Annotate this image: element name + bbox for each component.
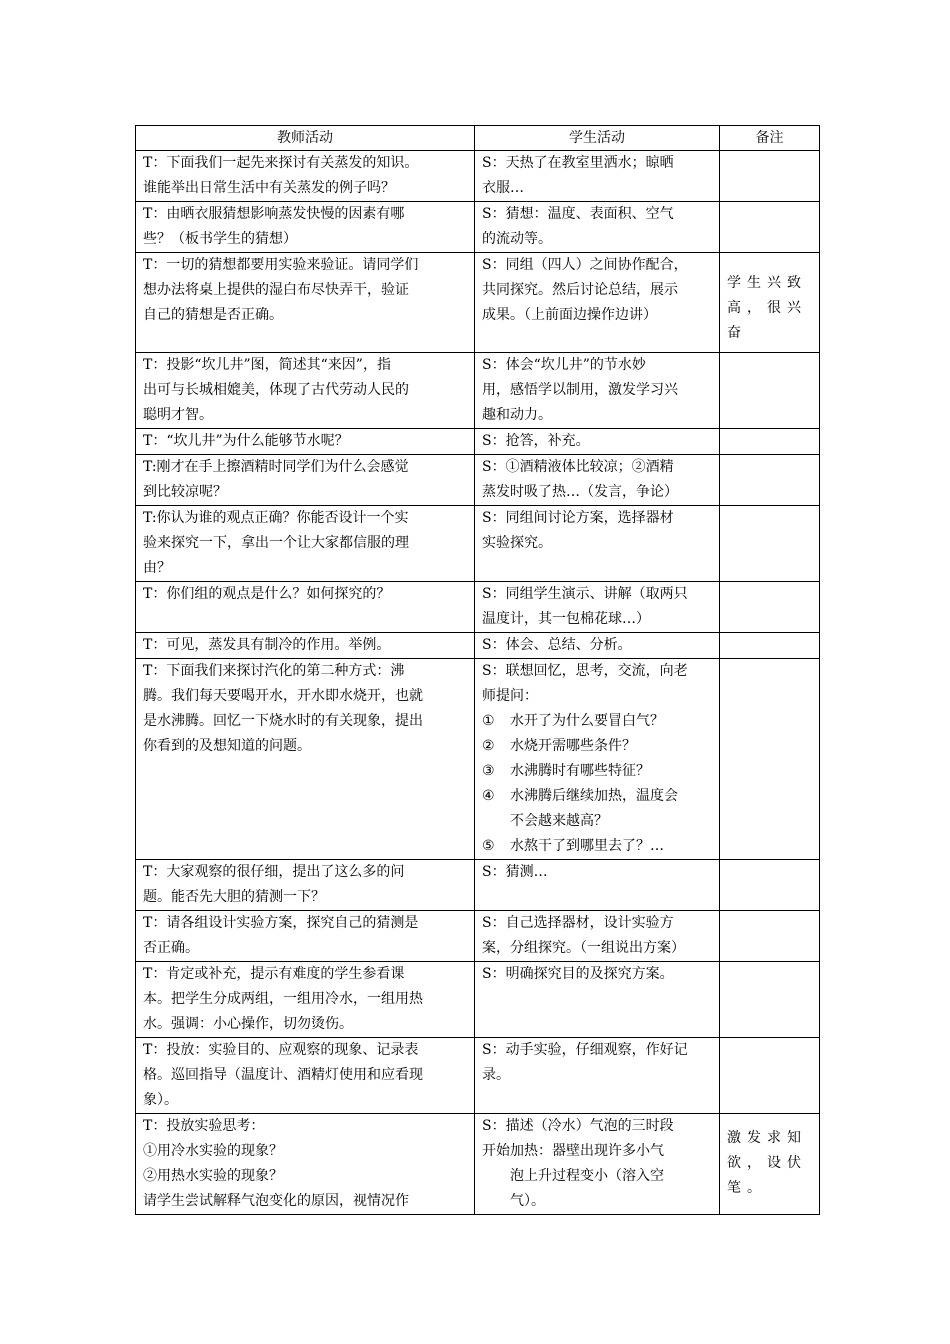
header-teacher-activity: 教师活动 [136, 126, 475, 151]
table-row [136, 860, 820, 911]
table-row [136, 1038, 820, 1114]
student-question-item [482, 784, 712, 834]
teacher-activity-line: T：投影“坎儿井”图，简述其“来因”，指 [143, 357, 391, 373]
student-activity-line: S：猜想：温度、表面积、空气 [482, 206, 674, 222]
student-activity-cell [475, 1038, 720, 1114]
student-activity-line: 共同探究。然后讨论总结，展示 [482, 282, 678, 298]
teacher-activity-cell [136, 633, 475, 659]
student-activity-cell [475, 429, 720, 455]
teacher-activity-line: T：下面我们来探讨汽化的第二种方式：沸 [143, 663, 405, 679]
teacher-activity-cell [136, 962, 475, 1038]
student-activity-line: 泡上升过程变小（溶入空 [510, 1168, 664, 1184]
student-activity-line: 气）。 [510, 1193, 545, 1209]
remarks-cell [720, 429, 820, 455]
teacher-activity-line: T：投放实验思考： [143, 1118, 265, 1134]
student-activity-cell [475, 911, 720, 962]
teacher-activity-line: 想办法将桌上提供的湿白布尽快弄干，验证 [143, 282, 409, 298]
item-number: ③ [482, 763, 495, 779]
student-activity-cell [475, 202, 720, 253]
teacher-activity-cell [136, 582, 475, 633]
teacher-activity-line: T：请各组设计实验方案，探究自己的猜测是 [143, 915, 419, 931]
student-activity-cell [475, 659, 720, 860]
student-activity-cell [475, 506, 720, 582]
teacher-activity-line: 聪明才智。 [143, 407, 213, 423]
table-header-row [136, 126, 820, 151]
student-activity-cell [475, 253, 720, 353]
item-text: 水沸腾后继续加热，温度会 [510, 788, 678, 804]
teacher-activity-line: T：你们组的观点是什么？如何探究的？ [143, 586, 391, 602]
item-text: 水烧开需哪些条件？ [510, 738, 636, 754]
teacher-activity-line: T:你认为谁的观点正确？你能否设计一个实 [143, 510, 409, 526]
teacher-activity-line: T：下面我们一起先来探讨有关蒸发的知识。 [143, 155, 419, 171]
student-activity-line: 成果。（上前面边操作边讲） [482, 307, 657, 323]
teacher-activity-line: 题。能否先大胆的猜测一下？ [143, 889, 325, 905]
teacher-activity-line: ①用冷水实验的现象？ [143, 1143, 283, 1159]
student-activity-line: S：同组学生演示、讲解（取两只 [482, 586, 688, 602]
teacher-activity-line: 象）。 [143, 1092, 178, 1108]
teacher-activity-line: 些？（板书学生的猜想） [143, 231, 297, 247]
remarks-cell [720, 911, 820, 962]
table-row [136, 582, 820, 633]
table-row [136, 633, 820, 659]
student-activity-line: S：①酒精液体比较凉；②酒精 [482, 459, 674, 475]
student-activity-line: 师提问： [482, 688, 538, 704]
table-row [136, 1114, 820, 1215]
teacher-activity-line: T:刚才在手上擦酒精时同学们为什么会感觉 [143, 459, 409, 475]
student-activity-line: S：天热了在教室里洒水；晾晒 [482, 155, 674, 171]
remarks-cell [720, 455, 820, 506]
remarks-cell [720, 962, 820, 1038]
remark-line: 欲，设伏 [727, 1155, 807, 1171]
teacher-activity-cell [136, 860, 475, 911]
remarks-cell [720, 353, 820, 429]
header-student-activity: 学生活动 [475, 126, 720, 151]
remarks-cell [720, 506, 820, 582]
teacher-activity-line: 自己的猜想是否正确。 [143, 307, 283, 323]
remark-line: 笔。 [727, 1180, 767, 1196]
student-activity-line: 录。 [482, 1067, 510, 1083]
teacher-activity-line: 你看到的及想知道的问题。 [143, 738, 311, 754]
remark-line: 高，很兴奋 [727, 300, 807, 341]
student-activity-cell [475, 962, 720, 1038]
teacher-activity-line: 验来探究一下，拿出一个让大家都信服的理 [143, 535, 409, 551]
student-activity-cell [475, 353, 720, 429]
teacher-activity-line: T：由晒衣服猜想影响蒸发快慢的因素有哪 [143, 206, 405, 222]
table-row [136, 659, 820, 860]
student-activity-line: 温度计，其一包棉花球…） [482, 611, 650, 627]
student-activity-line: 趣和动力。 [482, 407, 552, 423]
student-activity-line: S：明确探究目的及探究方案。 [482, 966, 674, 982]
teacher-activity-line: ②用热水实验的现象？ [143, 1168, 283, 1184]
remarks-cell [720, 1038, 820, 1114]
teacher-activity-cell [136, 151, 475, 202]
teacher-activity-line: 谁能举出日常生活中有关蒸发的例子吗？ [143, 180, 395, 196]
remark-line: 学生兴致 [727, 275, 807, 291]
student-activity-line: 衣服… [482, 180, 524, 196]
teacher-activity-line: 到比较凉呢？ [143, 484, 227, 500]
header-remarks: 备注 [720, 126, 820, 151]
item-number: ② [482, 738, 495, 754]
item-text: 不会越来越高？ [510, 813, 608, 829]
teacher-activity-line: T：一切的猜想都要用实验来验证。请同学们 [143, 257, 419, 273]
student-activity-line: S：动手实验，仔细观察，作好记 [482, 1042, 688, 1058]
table-row [136, 506, 820, 582]
student-activity-line: 案，分组探究。（一组说出方案） [482, 940, 685, 956]
teacher-activity-line: 格。巡回指导（温度计、酒精灯使用和应看现 [143, 1067, 423, 1083]
teacher-activity-cell [136, 659, 475, 860]
item-number: ① [482, 713, 495, 729]
remark-line: 激发求知 [727, 1130, 807, 1146]
student-question-item [482, 759, 712, 784]
teacher-activity-cell [136, 353, 475, 429]
student-activity-line: S：同组间讨论方案，选择器材 [482, 510, 674, 526]
remarks-cell [720, 151, 820, 202]
table-row [136, 353, 820, 429]
item-number: ⑤ [482, 838, 495, 854]
teacher-activity-line: 是水沸腾。回忆一下烧水时的有关现象，提出 [143, 713, 423, 729]
teacher-activity-cell [136, 911, 475, 962]
teacher-activity-cell [136, 1114, 475, 1215]
table-row [136, 151, 820, 202]
student-activity-line: S：描述（冷水）气泡的三时段 [482, 1118, 674, 1134]
item-number: ④ [482, 788, 495, 804]
student-activity-line: S：同组（四人）之间协作配合， [482, 257, 688, 273]
teacher-activity-line: 出可与长城相媲美，体现了古代劳动人民的 [143, 382, 409, 398]
item-text: 水开了为什么要冒白气？ [510, 713, 664, 729]
student-activity-line: 蒸发时吸了热…（发言，争论） [482, 484, 678, 500]
student-activity-cell [475, 455, 720, 506]
teacher-activity-line: 腾。我们每天要喝开水，开水即水烧开，也就 [143, 688, 423, 704]
remarks-cell [720, 582, 820, 633]
student-activity-line: 实验探究。 [482, 535, 552, 551]
teacher-activity-line: 否正确。 [143, 940, 199, 956]
student-activity-cell [475, 151, 720, 202]
student-question-item [482, 834, 712, 859]
teacher-activity-cell [136, 253, 475, 353]
teacher-activity-line: 由？ [143, 560, 171, 576]
student-activity-line: S：体会“坎儿井”的节水妙 [482, 357, 646, 373]
teacher-activity-cell [136, 429, 475, 455]
student-question-item [482, 709, 712, 734]
student-activity-line: S：联想回忆，思考，交流，向老 [482, 663, 688, 679]
teacher-activity-cell [136, 1038, 475, 1114]
student-activity-line: 开始加热：器壁出现许多小气 [482, 1143, 664, 1159]
student-activity-line: S：猜测… [482, 864, 548, 880]
remarks-cell [720, 253, 820, 353]
table-row [136, 202, 820, 253]
teacher-activity-line: 水。强调：小心操作，切勿烫伤。 [143, 1016, 353, 1032]
student-question-item [482, 734, 712, 759]
table-row [136, 253, 820, 353]
item-text: 水沸腾时有哪些特征？ [510, 763, 650, 779]
remarks-cell [720, 202, 820, 253]
teacher-activity-line: T：肯定或补充，提示有难度的学生参看课 [143, 966, 405, 982]
teacher-activity-line: 本。把学生分成两组，一组用冷水，一组用热 [143, 991, 423, 1007]
lesson-activity-table [135, 125, 820, 1215]
remarks-cell [720, 1114, 820, 1215]
table-row [136, 962, 820, 1038]
student-activity-line: S：抢答，补充。 [482, 433, 590, 449]
student-activity-cell [475, 582, 720, 633]
remarks-cell [720, 633, 820, 659]
remarks-cell [720, 860, 820, 911]
teacher-activity-line: T：投放：实验目的、应观察的现象、记录表 [143, 1042, 419, 1058]
table-row [136, 455, 820, 506]
teacher-activity-cell [136, 506, 475, 582]
student-activity-cell [475, 1114, 720, 1215]
student-activity-line: 的流动等。 [482, 231, 552, 247]
table-row [136, 429, 820, 455]
remarks-cell [720, 659, 820, 860]
student-activity-line: S：自己选择器材，设计实验方 [482, 915, 674, 931]
table-row [136, 911, 820, 962]
teacher-activity-line: T：“坎儿井”为什么能够节水呢？ [143, 433, 349, 449]
teacher-activity-line: T：可见，蒸发具有制冷的作用。举例。 [143, 637, 391, 653]
student-activity-cell [475, 633, 720, 659]
student-activity-line: 用，感悟学以制用，激发学习兴 [482, 382, 678, 398]
teacher-activity-line: T：大家观察的很仔细，提出了这么多的问 [143, 864, 405, 880]
teacher-activity-cell [136, 455, 475, 506]
item-text: 水熬干了到哪里去了？… [510, 838, 664, 854]
student-activity-line: S：体会、总结、分析。 [482, 637, 632, 653]
student-activity-cell [475, 860, 720, 911]
teacher-activity-cell [136, 202, 475, 253]
teacher-activity-line: 请学生尝试解释气泡变化的原因，视情况作 [143, 1193, 409, 1209]
